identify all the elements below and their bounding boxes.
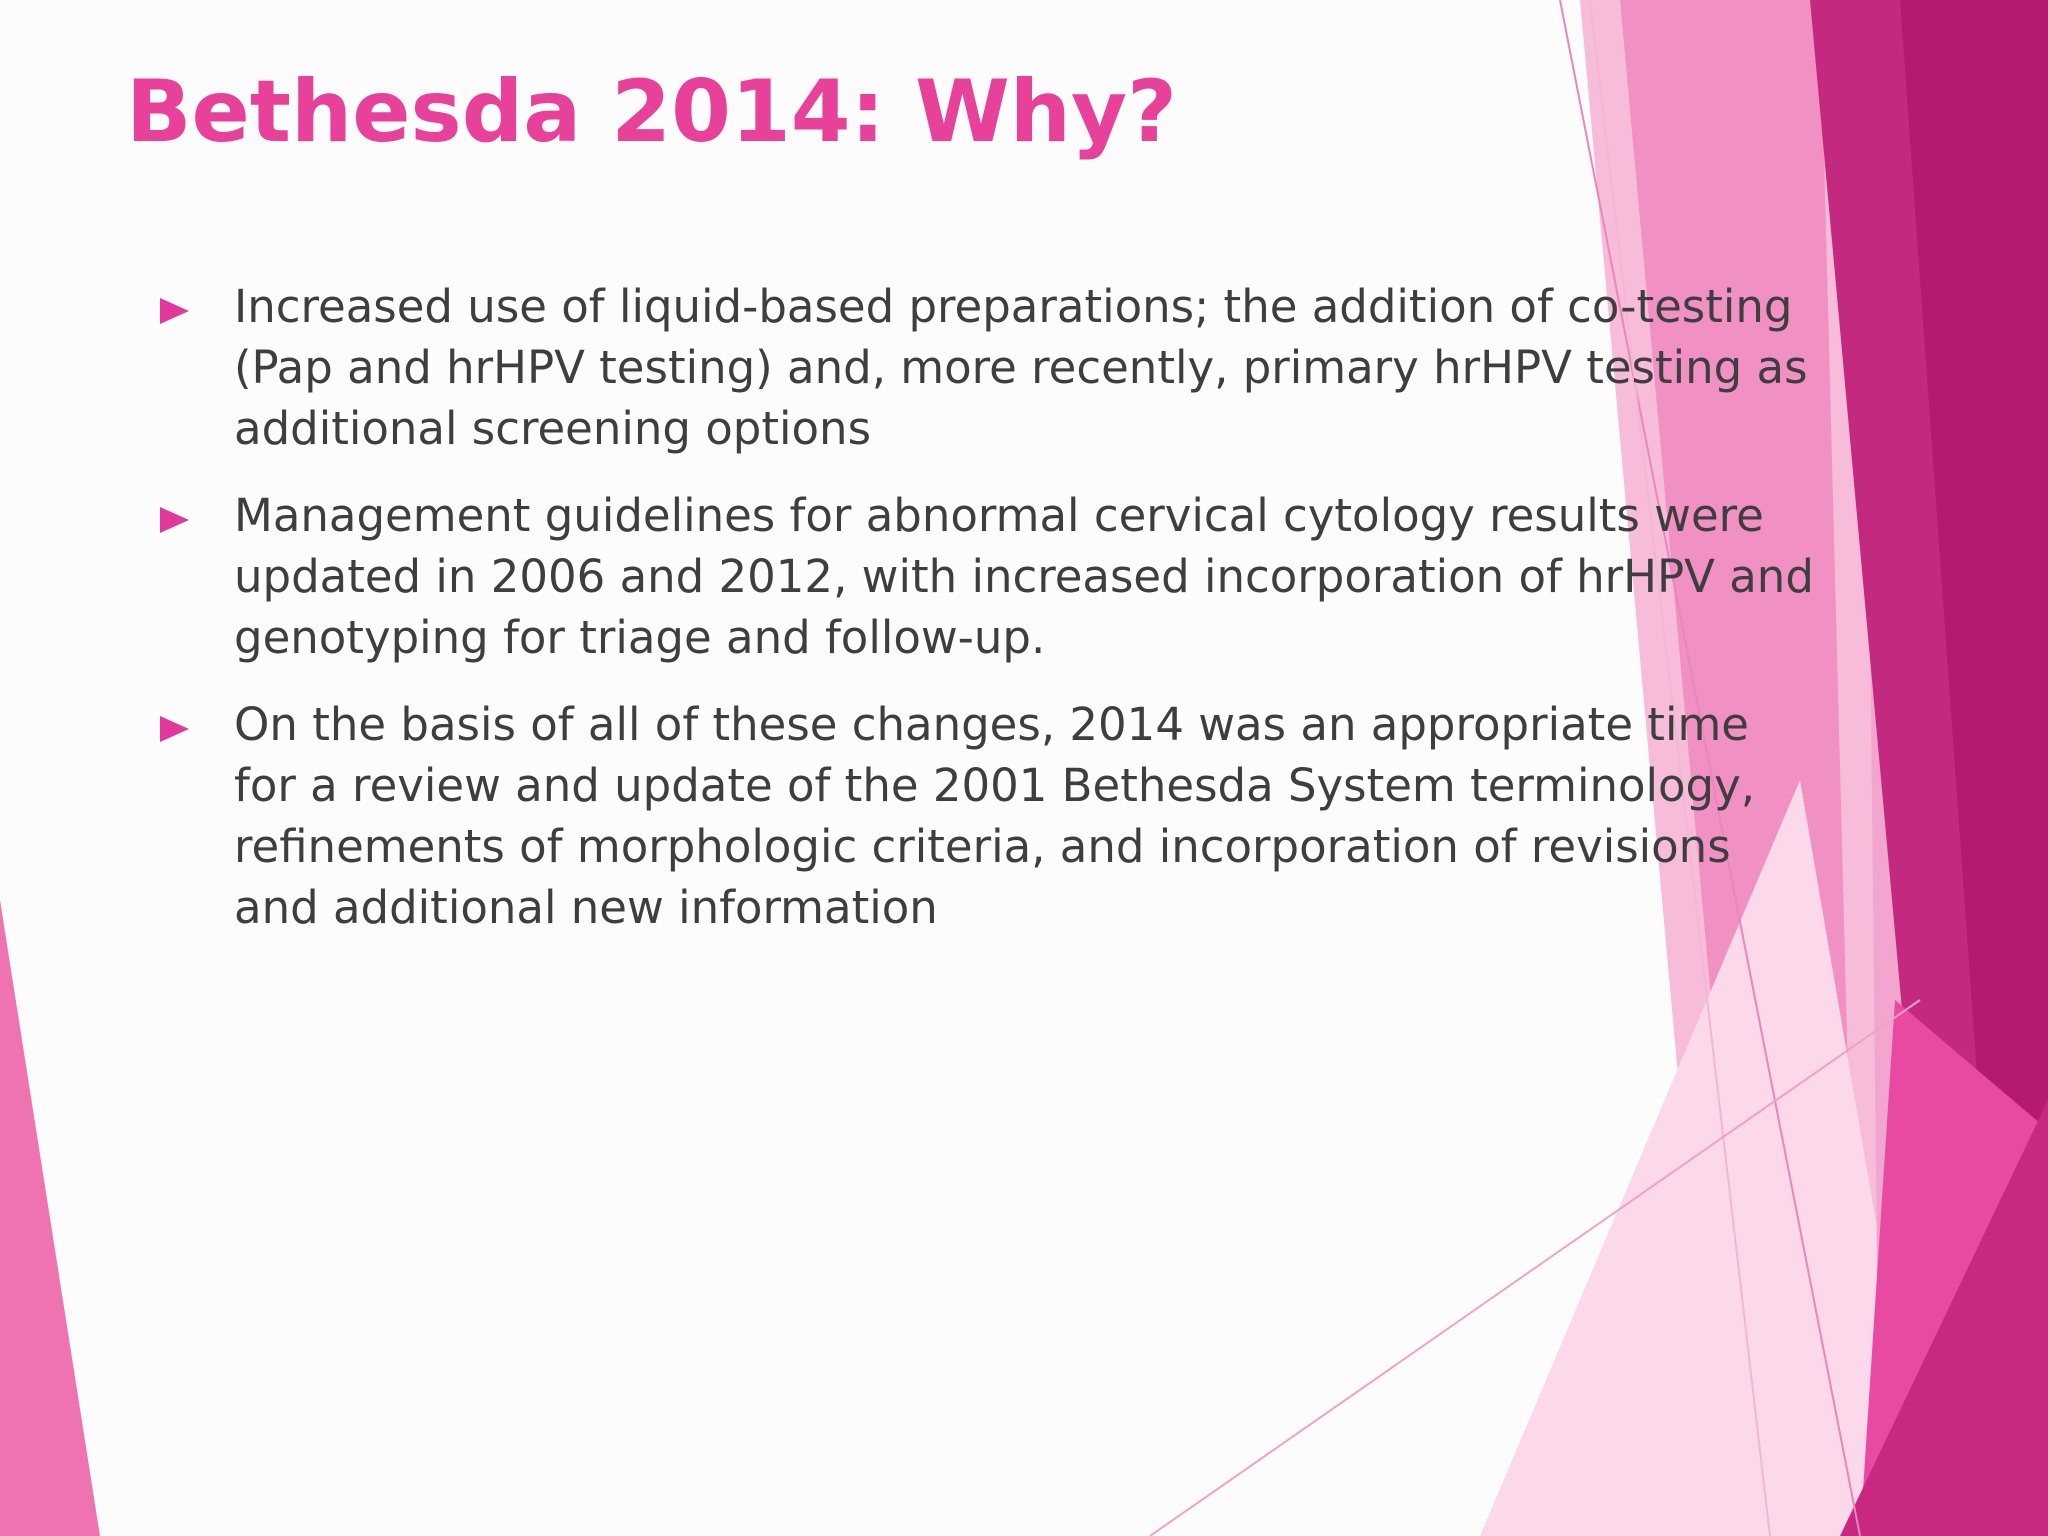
bullet-item-1 [160,276,1860,459]
bullet-text-3: On the basis of all of these changes, 2014 was an appropriate time for a review and update of the 2001 Bethesda System terminology, refinements of morphologic criteria, and incorporation of revisions and additional new information [234,698,1756,934]
triangle-right-icon [160,716,189,742]
slide-title: Bethesda 2014: Why? [126,62,1177,162]
bullet-list [160,276,1860,964]
triangle-right-icon [160,507,189,533]
triangle-right-icon [160,298,189,324]
bullet-item-3 [160,694,1860,938]
bullet-item-2 [160,485,1860,668]
bullet-text-2: Management guidelines for abnormal cervical cytology results were updated in 2006 and 2012, with increased incorporation of hrHPV and genotyping for triage and follow-up. [234,489,1814,664]
decor-left-wedge [0,900,100,1536]
bullet-text-1: Increased use of liquid-based preparations; the addition of co-testing (Pap and hrHPV testing) and, more recently, primary hrHPV testing as additional screening options [234,280,1808,455]
